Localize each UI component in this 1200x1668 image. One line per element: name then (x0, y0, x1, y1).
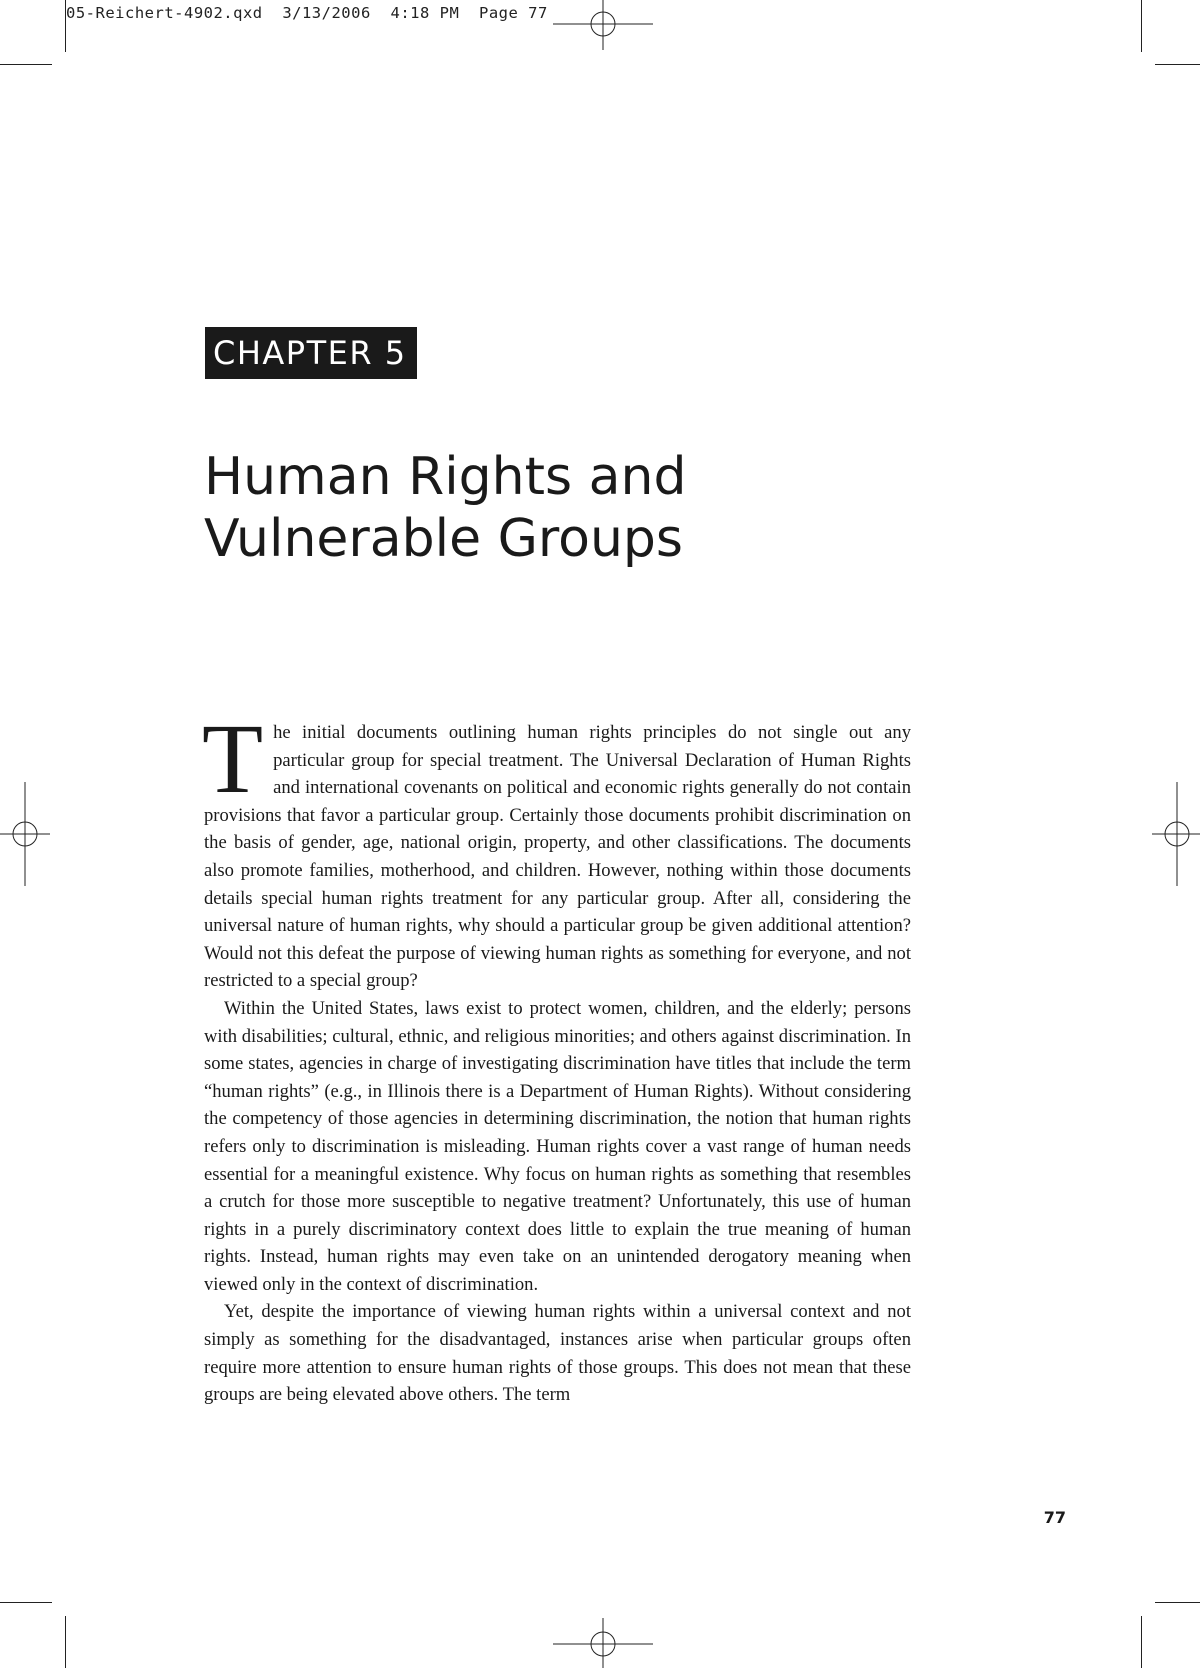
registration-mark-top-icon (553, 0, 653, 50)
paragraph-1-text: he initial documents outlining human rights principles do not single out any particular group for special treatment. The Universal Declaration of Human Rights and international covenants on political and economic rights generally do not contain provisions that favor a particular group. Certainly those documents prohibit discrimination on the basis of gender, age, national origin, property, and other classifications. The documents also promote families, motherhood, and children. However, nothing within those documents details special human rights treatment for any particular group. After all, considering the universal nature of human rights, why should a particular group be given additional attention? Would not this defeat the purpose of viewing human rights as something for everyone, and not restricted to a special group? (204, 722, 911, 992)
crop-mark-bottom-right-vertical (1141, 1616, 1142, 1668)
registration-mark-bottom-icon (553, 1618, 653, 1668)
slug-page: Page 77 (478, 4, 548, 22)
chapter-title-line-1: Human Rights and (204, 447, 687, 507)
chapter-title (204, 446, 686, 570)
chapter-label: CHAPTER 5 (205, 327, 417, 379)
slug-date: 3/13/2006 (282, 4, 371, 22)
crop-mark-top-right-horizontal (1155, 64, 1200, 65)
crop-mark-top-left-horizontal (0, 64, 52, 65)
crop-mark-top-right-vertical (1141, 0, 1142, 52)
crop-mark-bottom-left-vertical (65, 1616, 66, 1668)
drop-cap: T (202, 703, 264, 814)
paragraph-2: Within the United States, laws exist to protect women, children, and the elderly; persons with disabilities; cultural, ethnic, and religious minorities; and others against discrimination. In some states, agencies in charge of investigating discrimination have titles that include the term “human rights” (e.g., in Illinois there is a Department of Human Rights). Without considering the competency of those agencies in determining discrimination, the notion that human rights refers only to discrimination is misleading. Human rights cover a vast range of human needs essential for a meaningful existence. Why focus on human rights as something that resembles a crutch for those more susceptible to negative treatment? Unfortunately, this use of human rights in a purely discriminatory context does little to explain the true meaning of human rights. Instead, human rights may even take on an unintended derogatory meaning when viewed only in the context of discrimination. (204, 997, 911, 1295)
registration-mark-right-icon (1152, 782, 1200, 886)
crop-mark-bottom-right-horizontal (1155, 1602, 1200, 1603)
page-number: 77 (1043, 1508, 1066, 1527)
crop-mark-bottom-left-horizontal (0, 1602, 52, 1603)
crop-mark-top-left-vertical (65, 0, 66, 52)
paragraph-1 (202, 703, 911, 995)
slug-time: 4:18 PM (390, 4, 460, 22)
slug-file: 05-Reichert-4902.qxd (66, 4, 263, 22)
chapter-title-line-2: Vulnerable Groups (204, 509, 684, 569)
body-text (202, 703, 911, 1409)
registration-mark-left-icon (0, 782, 50, 886)
printer-slug (66, 4, 548, 22)
paragraph-3: Yet, despite the importance of viewing human rights within a universal context and not simply as something for the disadvantaged, instances arise when particular groups often require more attention to ensure human rights of those groups. This does not mean that these groups are being elevated above others. The term (204, 1301, 911, 1406)
